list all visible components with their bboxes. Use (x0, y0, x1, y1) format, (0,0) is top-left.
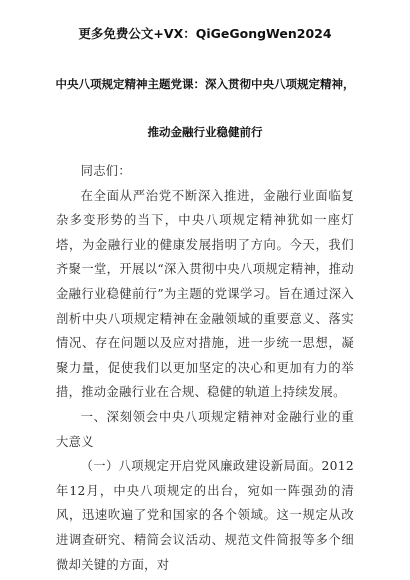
document-body (56, 159, 354, 577)
greeting: 同志们： (80, 164, 131, 178)
intro-paragraph: 在全面从严治党不断深入推进，金融行业面临复杂多变形势的当下，中央八项规定精神犹如一座灯塔，为金融行业的健康发展指明了方向。今天，我们齐聚一堂，开展以“深入贯彻中央八项规定精神，推动金融行业稳健前行”为主题的党课学习。旨在通过深入剖析中央八项规定精神在金融领域的重要意义、落实情况、存在问题以及应对措施，进一步统一思想，凝聚力量，促使我们以更加坚定的决心和更加有力的举措，推动金融行业在合规、稳健的轨道上持续发展。 (56, 188, 354, 400)
promo-header: 更多免费公文+VX：QiGeGongWen2024 (78, 26, 332, 41)
subsection-paragraph-1: （一）八项规定开启党风廉政建设新局面。2012年12月，中央八项规定的出台，宛如一阵强劲的清风，迅速吹遍了党和国家的各个领域。这一规定从改进调查研究、精简会议活动、规范文件简报等多个细微却关键的方面，对 (56, 459, 354, 572)
document-title-line-2: 推动金融行业稳健前行 (147, 125, 263, 139)
section-heading-1: 一、深刻领会中央八项规定精神对金融行业的重大意义 (56, 409, 354, 449)
document-title-line-1: 中央八项规定精神主题党课：深入贯彻中央八项规定精神， (55, 77, 355, 91)
